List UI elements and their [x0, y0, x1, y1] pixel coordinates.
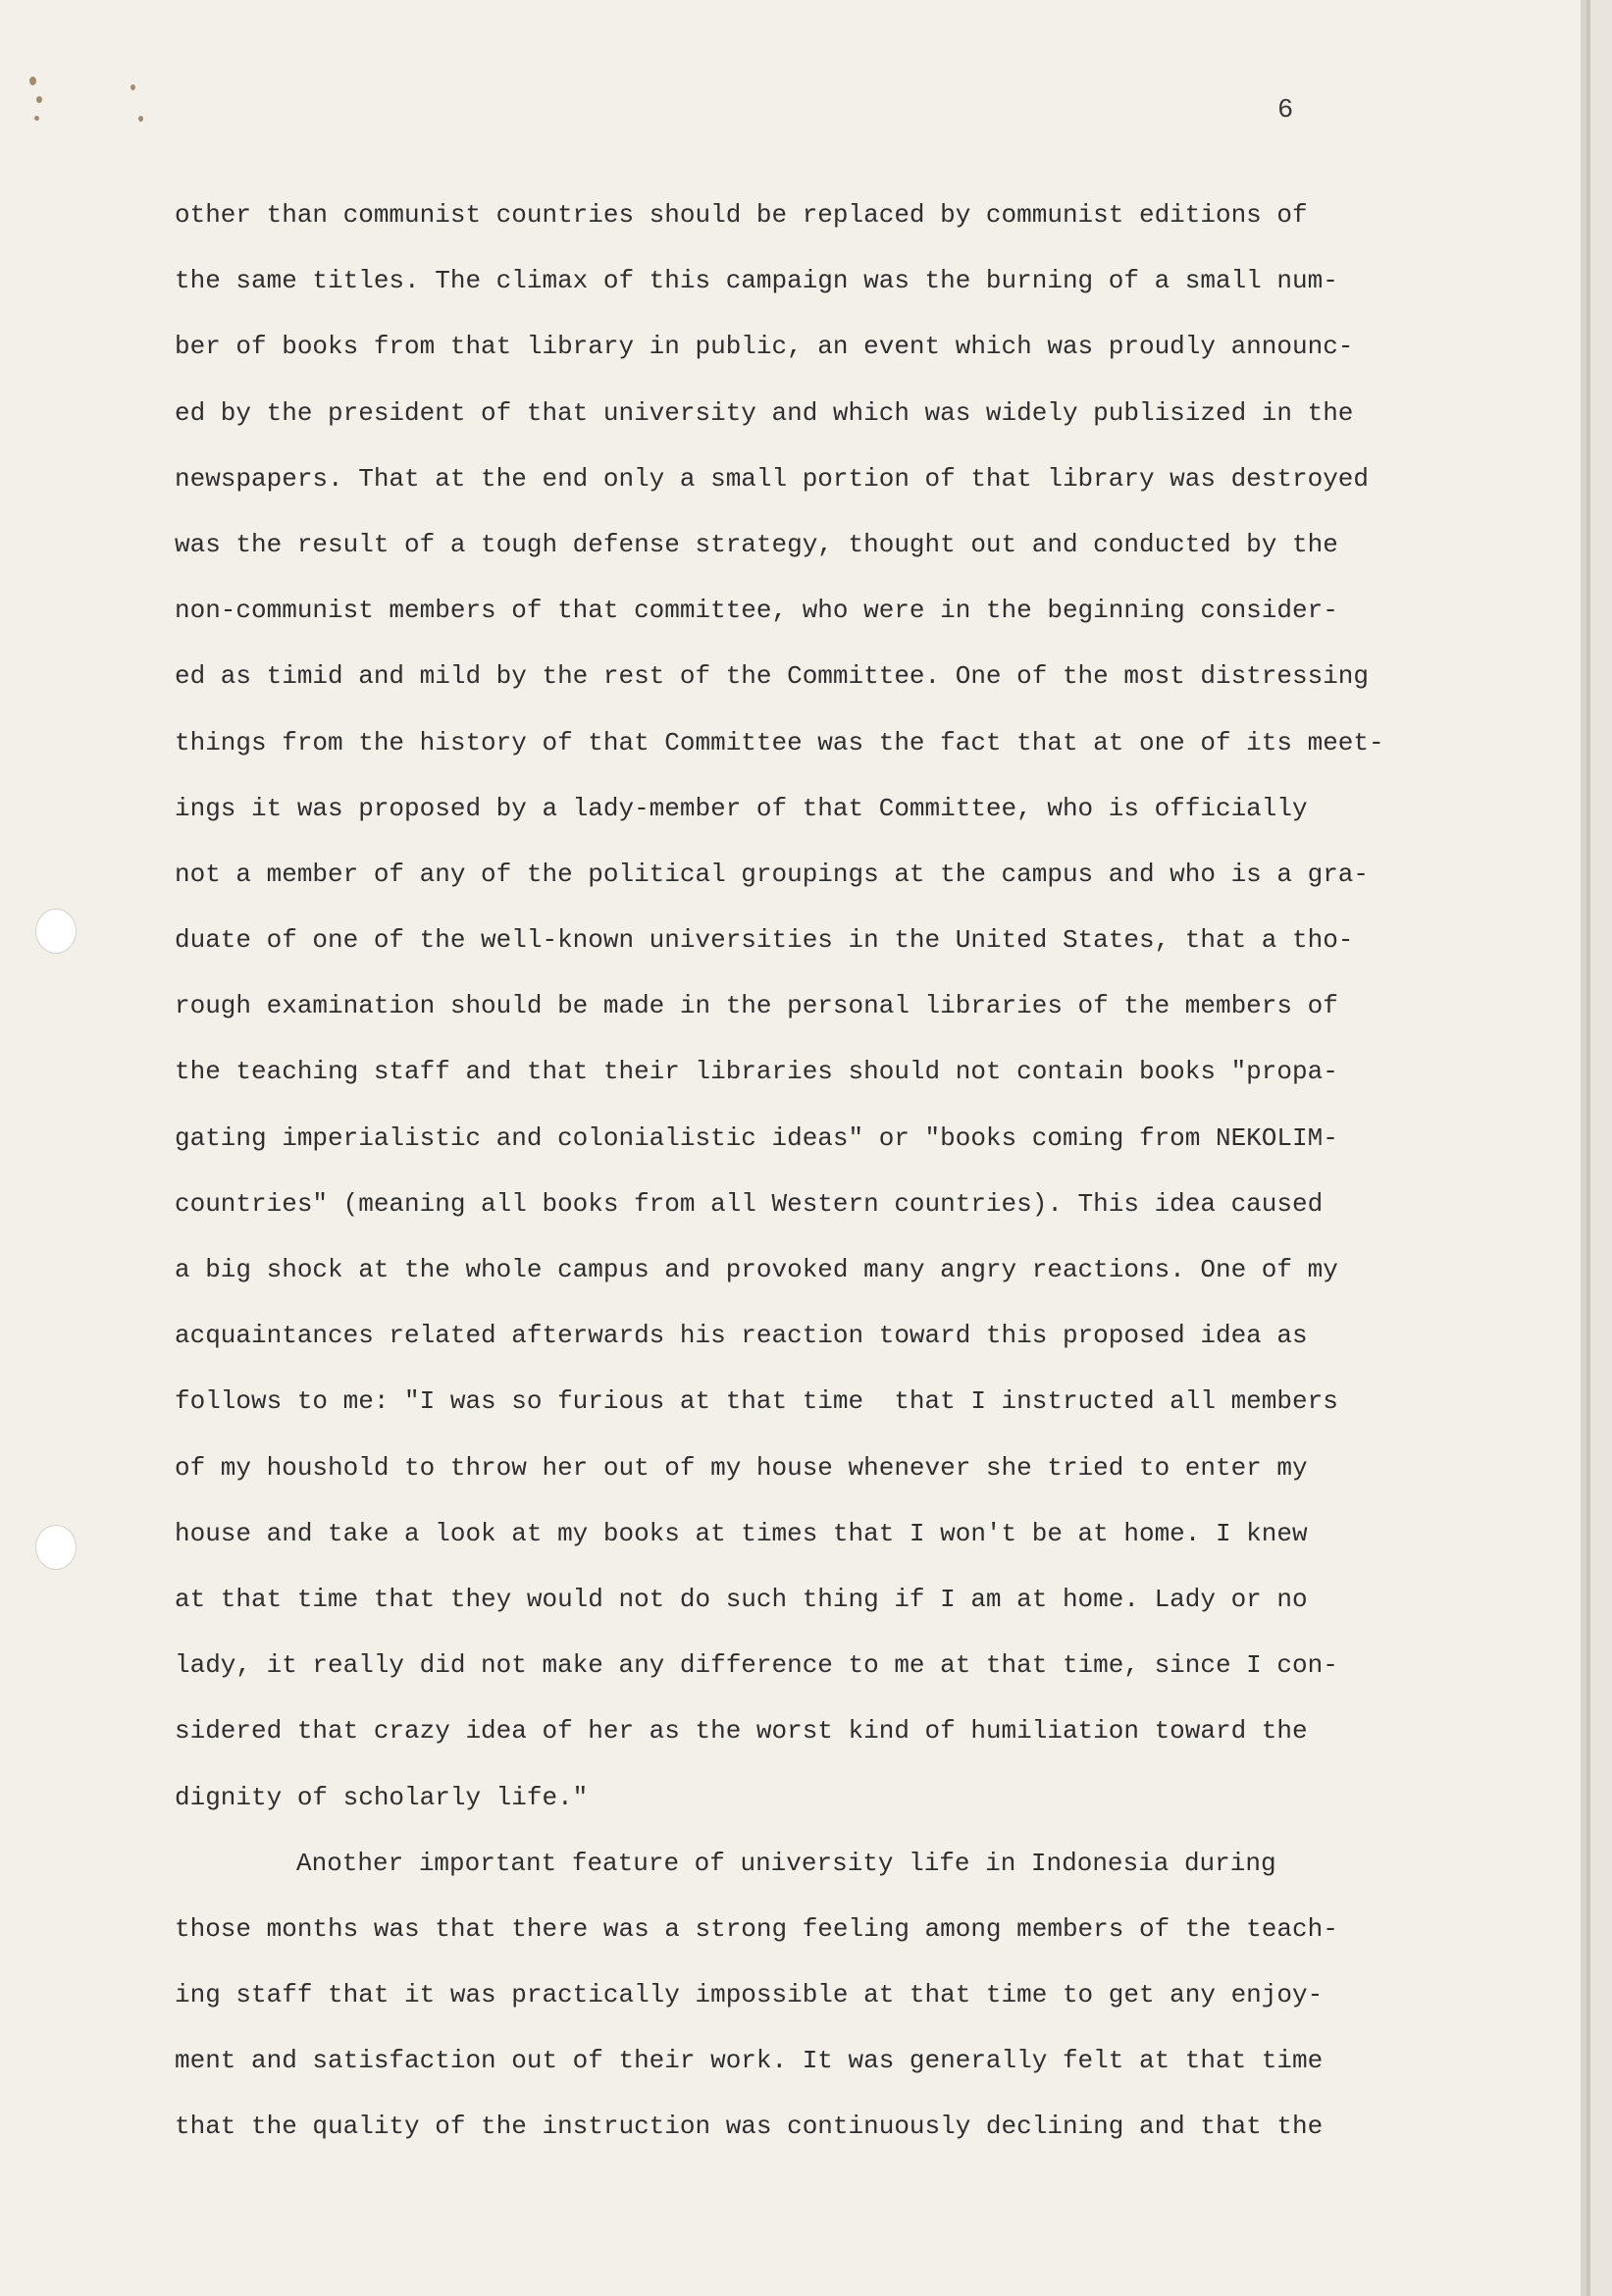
text-line: ed as timid and mild by the rest of the Committee. One of the most distressing: [175, 661, 1369, 692]
text-line: that the quality of the instruction was continuously declining and that the: [175, 2112, 1324, 2142]
text-line: countries" (meaning all books from all Western countries). This idea caused: [175, 1188, 1324, 1219]
text-line: a big shock at the whole campus and provoked many angry reactions. One of my: [175, 1255, 1338, 1284]
text-line: things from the history of that Committee was the fact that at one of its meet-: [175, 727, 1384, 757]
text-line: dignity of scholarly life.": [175, 1782, 589, 1812]
text-line: other than communist countries should be replaced by communist editions of: [175, 200, 1308, 230]
text-line: house and take a look at my books at times that I won't be at home. I knew: [175, 1518, 1308, 1548]
text-line: was the result of a tough defense strategy, thought out and conducted by the: [175, 529, 1338, 559]
text-line: ings it was proposed by a lady-member of that Committee, who is officially: [175, 793, 1308, 823]
text-line: not a member of any of the political groupings at the campus and who is a gra-: [175, 859, 1369, 889]
text-line: ment and satisfaction out of their work. It was generally felt at that time: [175, 2046, 1324, 2076]
text-line: follows to me: "I was so furious at that time that I instructed all members: [175, 1386, 1338, 1417]
text-line: ed by the president of that university and which was widely publisized in the: [175, 397, 1354, 428]
page-number: 6: [1277, 96, 1294, 126]
paper-speck: [29, 77, 36, 85]
text-line: non-communist members of that committee, who were in the beginning consider-: [175, 596, 1338, 626]
text-line: of my houshold to throw her out of my house whenever she tried to enter my: [175, 1452, 1308, 1483]
body-text: [175, 183, 1489, 2161]
paper-speck: [34, 116, 39, 121]
text-line: gating imperialistic and colonialistic ideas" or "books coming from NEKOLIM-: [175, 1122, 1338, 1153]
text-line: ing staff that it was practically impossible at that time to get any enjoy-: [175, 1980, 1324, 2010]
punch-hole-lower: [35, 1525, 77, 1570]
text-line: the same titles. The climax of this campaign was the burning of a small num-: [175, 266, 1338, 296]
paragraph-first-line: Another important feature of university life in Indonesia during: [296, 1848, 1276, 1878]
text-line: those months was that there was a strong feeling among members of the teach-: [175, 1913, 1338, 1944]
text-line: rough examination should be made in the personal libraries of the members of: [175, 991, 1338, 1021]
text-line: acquaintances related afterwards his reaction toward this proposed idea as: [175, 1321, 1308, 1351]
text-line: the teaching staff and that their libraries should not contain books "propa-: [175, 1057, 1338, 1087]
text-line: at that time that they would not do such thing if I am at home. Lady or no: [175, 1584, 1308, 1614]
text-line: duate of one of the well-known universities in the United States, that a tho-: [175, 925, 1354, 956]
text-line: newspapers. That at the end only a small portion of that library was destroyed: [175, 463, 1369, 494]
text-line: sidered that crazy idea of her as the worst kind of humiliation toward the: [175, 1716, 1308, 1747]
text-line: ber of books from that library in public, an event which was proudly announc-: [175, 332, 1354, 362]
paper-speck: [138, 116, 143, 122]
text-line: lady, it really did not make any difference to me at that time, since I con-: [175, 1650, 1338, 1681]
punch-hole-upper: [35, 909, 77, 954]
paper-speck: [130, 84, 135, 90]
paper-speck: [36, 96, 42, 103]
